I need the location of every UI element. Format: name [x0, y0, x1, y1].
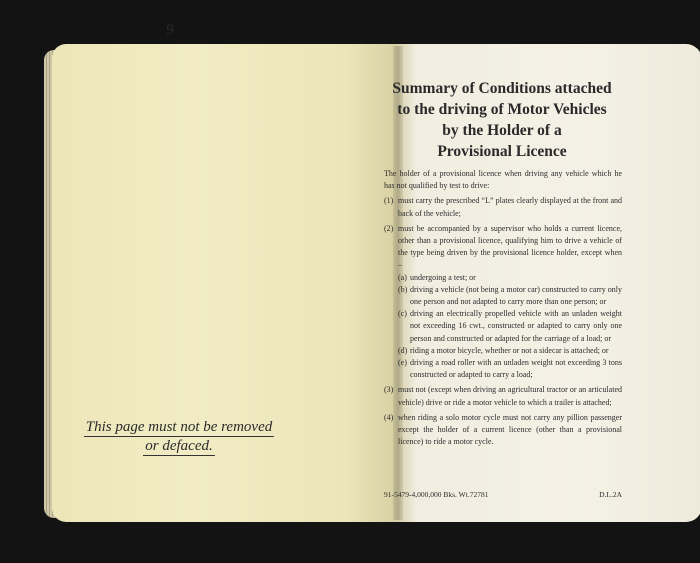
page-title — [364, 78, 640, 162]
sub-item — [398, 284, 622, 308]
sub-item-text: driving a vehicle (not being a motor car) constructed to carry only one person and not adapted to carry more than one person; or — [410, 284, 622, 307]
sub-item-text: driving an electrically propelled vehicle with an unladen weight not exceeding 16 cwt., constructed or adapted to carry only one person and constructed or adapted for the carriage of a load; or — [410, 309, 622, 343]
condition-item — [384, 195, 622, 219]
warning-line-1: This page must not be removed — [85, 419, 273, 435]
sub-item — [398, 272, 622, 284]
form-code: D.L.2A — [599, 490, 622, 499]
item-text: must be accompanied by a supervisor who holds a current licence, other than a provisional licence, qualifying him to drive a vehicle of the type being driven by the provisional licence holder, except when – — [398, 223, 622, 270]
item-text: must not (except when driving an agricultural tractor or an articulated vehicle) drive or ride a motor vehicle to which a trailer is attached; — [398, 385, 622, 407]
sub-item-letter: (a) — [398, 272, 407, 282]
sub-item — [398, 345, 622, 357]
item-number: (2) — [384, 223, 394, 233]
sub-item-letter: (e) — [398, 358, 407, 368]
sub-item-letter: (c) — [398, 309, 407, 319]
title-line: Summary of Conditions attached — [392, 80, 612, 97]
sub-item-text: driving a road roller with an unladen weight not exceeding 3 tons constructed or adapted to carry a load; — [410, 358, 622, 380]
sub-item-letter: (d) — [398, 345, 408, 355]
sub-item — [398, 357, 622, 381]
title-line: to the driving of Motor Vehicles — [397, 101, 607, 118]
print-code: 91-5479-4,000,000 Bks. Wt.72781 — [384, 490, 489, 499]
item-text: must carry the prescribed “L” plates clearly displayed at the front and back of the vehicle; — [398, 196, 622, 218]
item-text: when riding a solo motor cycle must not carry any pillion passenger except the holder of a current licence (other than a provisional licence) to ride a motor cycle. — [398, 412, 622, 447]
conditions-text — [384, 168, 622, 451]
sub-item-text: riding a motor bicycle, whether or not a sidecar is attached; or — [410, 345, 609, 355]
print-footer — [384, 490, 622, 499]
removal-warning — [50, 418, 308, 456]
sub-item-letter: (b) — [398, 284, 408, 294]
item-number: (3) — [384, 385, 394, 395]
title-line: Provisional Licence — [437, 143, 567, 160]
sub-item — [398, 308, 622, 345]
condition-item — [384, 412, 622, 449]
item-number: (4) — [384, 412, 394, 422]
condition-item — [384, 223, 622, 382]
sub-item-text: undergoing a test; or — [410, 272, 476, 282]
page-number: 9 — [166, 22, 174, 38]
intro-paragraph: The holder of a provisional licence when driving any vehicle which he has not qualified by test to drive: — [384, 169, 622, 191]
condition-item — [384, 384, 622, 408]
title-line: by the Holder of a — [442, 122, 562, 139]
warning-line-2: or defaced. — [145, 438, 213, 454]
item-number: (1) — [384, 196, 394, 206]
